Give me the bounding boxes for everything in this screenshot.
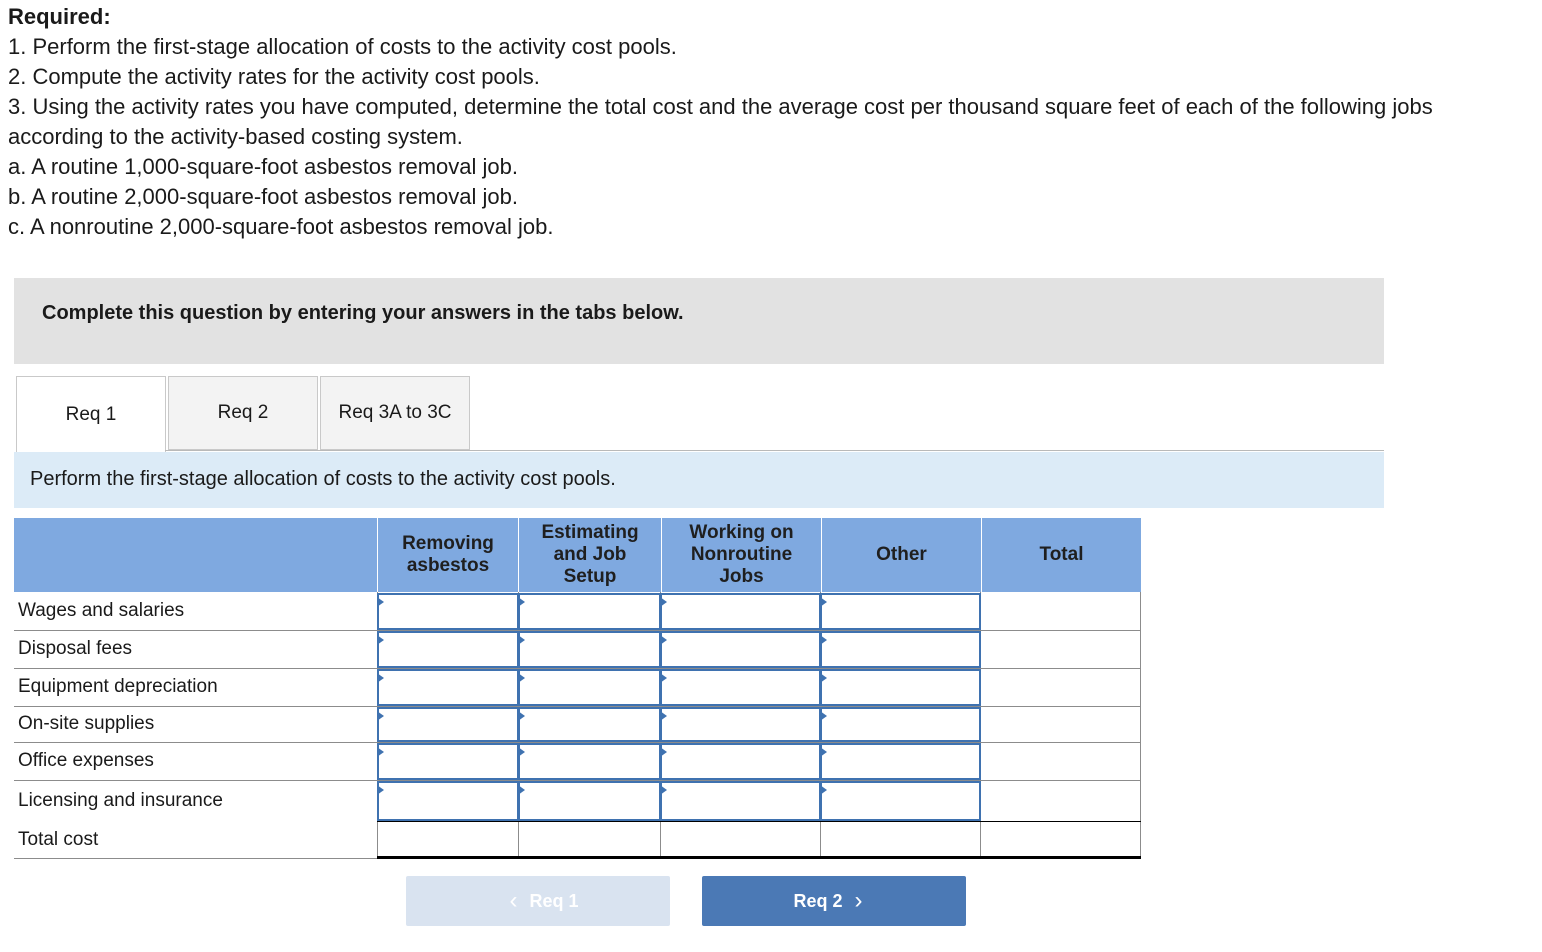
input-licensing-other[interactable] [820, 781, 981, 821]
tab-instruction-text: Perform the first-stage allocation of costs to the activity cost pools. [30, 468, 616, 490]
tab-instruction [14, 452, 1384, 508]
input-wages-estimating[interactable] [518, 593, 661, 630]
header-other: Other [821, 518, 981, 592]
row-label-depreciation: Equipment depreciation [18, 676, 218, 697]
required-section [8, 2, 1528, 242]
required-item-3a: a. A routine 1,000-square-foot asbestos removal job. [8, 154, 518, 179]
input-office-other[interactable] [820, 743, 981, 780]
total-top-rule [377, 821, 1141, 822]
tab-req-1[interactable]: Req 1 [16, 376, 166, 452]
row-label-supplies: On-site supplies [18, 713, 155, 734]
input-supplies-other[interactable] [820, 707, 981, 742]
input-depreciation-removing[interactable] [377, 669, 519, 706]
header-estimating-job-setup: Estimating and Job Setup [518, 518, 661, 592]
row-label-disposal: Disposal fees [18, 638, 133, 659]
input-licensing-nonroutine[interactable] [660, 781, 821, 821]
input-depreciation-estimating[interactable] [518, 669, 661, 706]
row-label-total-cost: Total cost [18, 829, 99, 850]
prev-req-label: Req 1 [529, 890, 579, 911]
row-label-wages: Wages and salaries [18, 600, 185, 621]
input-depreciation-other[interactable] [820, 669, 981, 706]
chevron-right-icon: › [854, 887, 863, 914]
required-heading: Required: [8, 4, 111, 29]
col-divider [1140, 592, 1141, 858]
required-item-3c: c. A nonroutine 2,000-square-foot asbestos removal job. [8, 214, 554, 239]
input-wages-other[interactable] [820, 593, 981, 630]
row-label-office: Office expenses [18, 750, 154, 771]
header-total: Total [981, 518, 1141, 592]
header-blank [14, 518, 377, 592]
input-supplies-removing[interactable] [377, 707, 519, 742]
required-item-2: 2. Compute the activity rates for the activity cost pools. [8, 64, 540, 89]
input-disposal-other[interactable] [820, 631, 981, 668]
input-licensing-estimating[interactable] [518, 781, 661, 821]
input-depreciation-nonroutine[interactable] [660, 669, 821, 706]
tab-req-2[interactable]: Req 2 [168, 376, 318, 450]
input-disposal-nonroutine[interactable] [660, 631, 821, 668]
input-supplies-nonroutine[interactable] [660, 707, 821, 742]
input-wages-removing[interactable] [377, 593, 519, 630]
input-licensing-removing[interactable] [377, 781, 519, 821]
header-working-nonroutine-jobs: Working on Nonroutine Jobs [661, 518, 821, 592]
required-item-1: 1. Perform the first-stage allocation of costs to the activity cost pools. [8, 34, 677, 59]
tab-req-3a-to-3c[interactable]: Req 3A to 3C [320, 376, 470, 450]
input-office-removing[interactable] [377, 743, 519, 780]
header-removing-asbestos: Removing asbestos [377, 518, 518, 592]
input-disposal-removing[interactable] [377, 631, 519, 668]
input-office-nonroutine[interactable] [660, 743, 821, 780]
banner-text: Complete this question by entering your answers in the tabs below. [42, 302, 684, 324]
required-item-3: 3. Using the activity rates you have computed, determine the total cost and the average cost per thousand square feet of each of the following jobs according to the activity-based costing system. [8, 94, 1433, 149]
next-req-label: Req 2 [793, 890, 843, 911]
tab-divider [165, 450, 1384, 451]
row-label-licensing: Licensing and insurance [18, 790, 223, 811]
required-item-3b: b. A routine 2,000-square-foot asbestos removal job. [8, 184, 518, 209]
total-double-rule [377, 856, 1141, 859]
input-office-estimating[interactable] [518, 743, 661, 780]
next-req-button[interactable] [702, 876, 966, 926]
input-disposal-estimating[interactable] [518, 631, 661, 668]
input-supplies-estimating[interactable] [518, 707, 661, 742]
input-wages-nonroutine[interactable] [660, 593, 821, 630]
prev-req-button [406, 876, 670, 926]
chevron-left-icon: ‹ [509, 887, 518, 914]
instructions-banner [14, 278, 1384, 364]
